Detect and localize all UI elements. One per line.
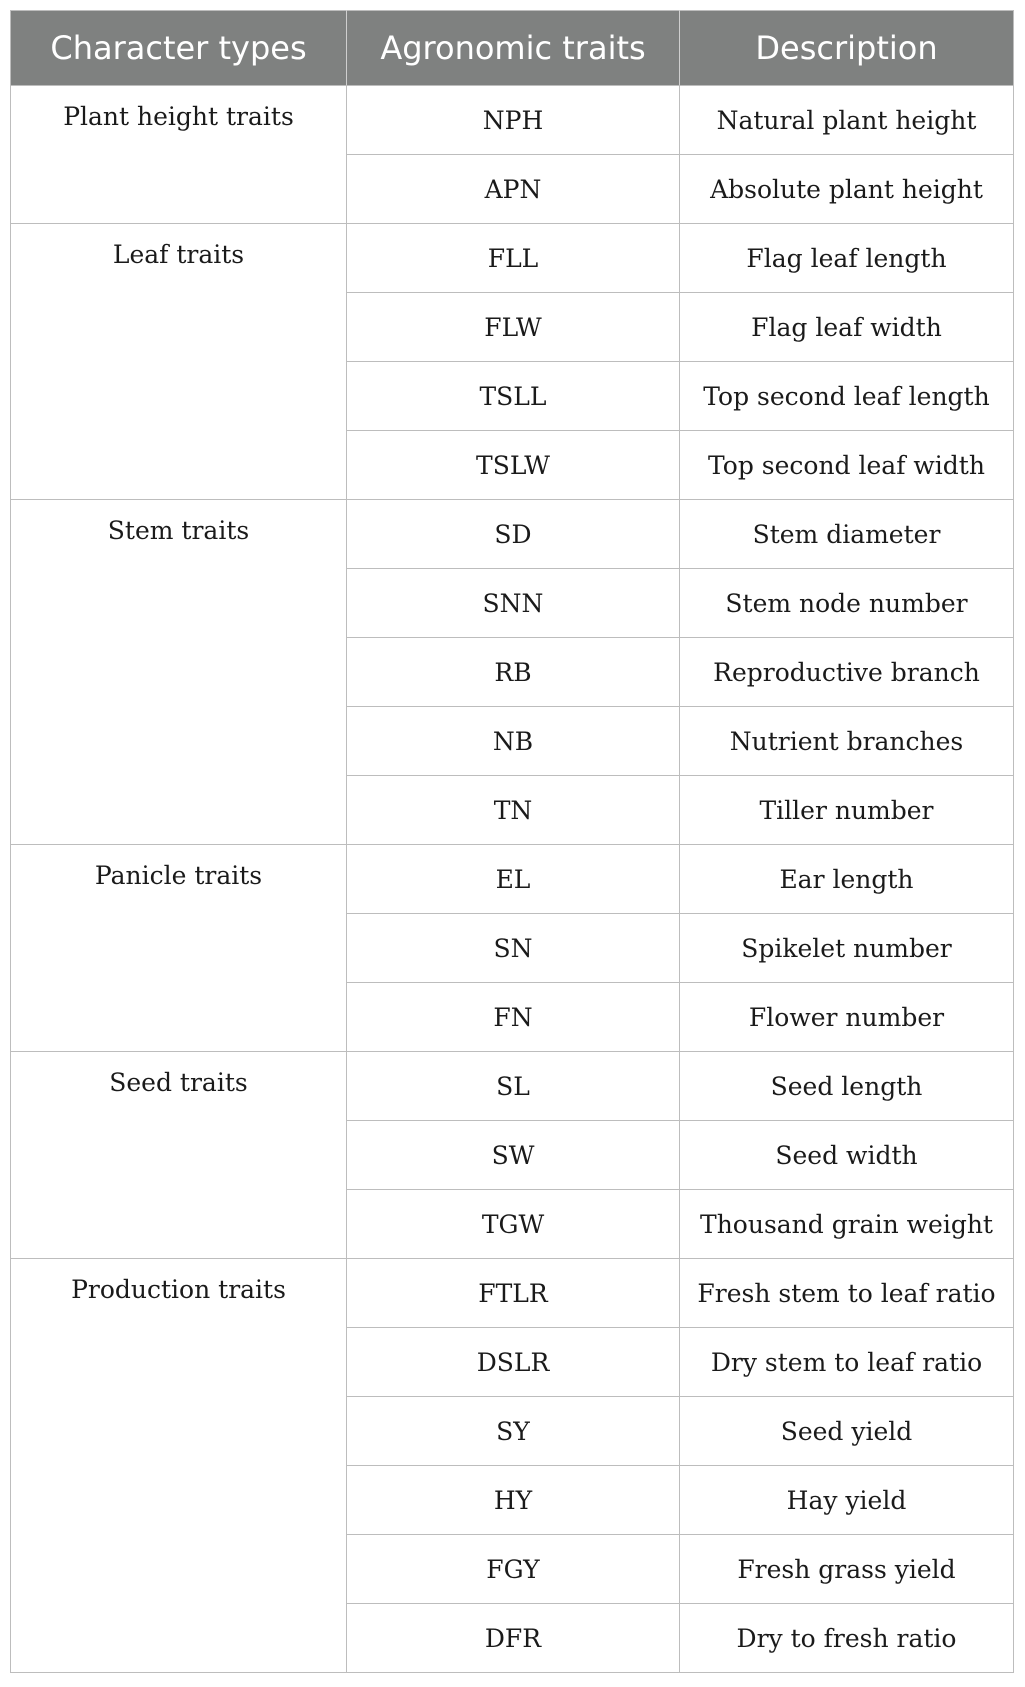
description-cell: Flower number bbox=[680, 983, 1014, 1052]
description-cell: Flag leaf length bbox=[680, 224, 1014, 293]
description-cell: Ear length bbox=[680, 845, 1014, 914]
description-cell: Top second leaf length bbox=[680, 362, 1014, 431]
agronomic-trait-cell: DSLR bbox=[347, 1328, 680, 1397]
character-type-cell: Panicle traits bbox=[11, 845, 347, 1052]
agronomic-trait-cell: RB bbox=[347, 638, 680, 707]
description-cell: Dry stem to leaf ratio bbox=[680, 1328, 1014, 1397]
agronomic-trait-cell: TN bbox=[347, 776, 680, 845]
description-cell: Stem diameter bbox=[680, 500, 1014, 569]
agronomic-trait-cell: SL bbox=[347, 1052, 680, 1121]
header-character-types: Character types bbox=[11, 11, 347, 86]
agronomic-trait-cell: EL bbox=[347, 845, 680, 914]
agronomic-trait-cell: FTLR bbox=[347, 1259, 680, 1328]
traits-table-container bbox=[10, 10, 1013, 1673]
agronomic-trait-cell: TGW bbox=[347, 1190, 680, 1259]
description-cell: Seed yield bbox=[680, 1397, 1014, 1466]
table-body bbox=[11, 86, 1014, 1673]
agronomic-trait-cell: FLW bbox=[347, 293, 680, 362]
agronomic-trait-cell: FN bbox=[347, 983, 680, 1052]
agronomic-trait-cell: SD bbox=[347, 500, 680, 569]
table-row bbox=[11, 500, 1014, 569]
agronomic-trait-cell: SN bbox=[347, 914, 680, 983]
description-cell: Natural plant height bbox=[680, 86, 1014, 155]
agronomic-trait-cell: SNN bbox=[347, 569, 680, 638]
description-cell: Seed width bbox=[680, 1121, 1014, 1190]
character-type-cell: Leaf traits bbox=[11, 224, 347, 500]
table-row bbox=[11, 845, 1014, 914]
table-row bbox=[11, 224, 1014, 293]
character-type-cell: Stem traits bbox=[11, 500, 347, 845]
agronomic-trait-cell: HY bbox=[347, 1466, 680, 1535]
description-cell: Nutrient branches bbox=[680, 707, 1014, 776]
agronomic-trait-cell: DFR bbox=[347, 1604, 680, 1673]
description-cell: Spikelet number bbox=[680, 914, 1014, 983]
description-cell: Hay yield bbox=[680, 1466, 1014, 1535]
table-row bbox=[11, 1052, 1014, 1121]
description-cell: Stem node number bbox=[680, 569, 1014, 638]
agronomic-trait-cell: APN bbox=[347, 155, 680, 224]
character-type-cell: Seed traits bbox=[11, 1052, 347, 1259]
header-row bbox=[11, 11, 1014, 86]
table-row bbox=[11, 86, 1014, 155]
agronomic-trait-cell: SW bbox=[347, 1121, 680, 1190]
agronomic-trait-cell: FLL bbox=[347, 224, 680, 293]
description-cell: Flag leaf width bbox=[680, 293, 1014, 362]
description-cell: Thousand grain weight bbox=[680, 1190, 1014, 1259]
agronomic-trait-cell: FGY bbox=[347, 1535, 680, 1604]
description-cell: Tiller number bbox=[680, 776, 1014, 845]
agronomic-trait-cell: TSLW bbox=[347, 431, 680, 500]
agronomic-trait-cell: SY bbox=[347, 1397, 680, 1466]
agronomic-trait-cell: NB bbox=[347, 707, 680, 776]
traits-table bbox=[10, 10, 1014, 1673]
description-cell: Fresh stem to leaf ratio bbox=[680, 1259, 1014, 1328]
header-agronomic-traits: Agronomic traits bbox=[347, 11, 680, 86]
agronomic-trait-cell: NPH bbox=[347, 86, 680, 155]
description-cell: Fresh grass yield bbox=[680, 1535, 1014, 1604]
description-cell: Absolute plant height bbox=[680, 155, 1014, 224]
description-cell: Seed length bbox=[680, 1052, 1014, 1121]
header-description: Description bbox=[680, 11, 1014, 86]
description-cell: Dry to fresh ratio bbox=[680, 1604, 1014, 1673]
agronomic-trait-cell: TSLL bbox=[347, 362, 680, 431]
description-cell: Reproductive branch bbox=[680, 638, 1014, 707]
table-header bbox=[11, 11, 1014, 86]
description-cell: Top second leaf width bbox=[680, 431, 1014, 500]
character-type-cell: Production traits bbox=[11, 1259, 347, 1673]
table-row bbox=[11, 1259, 1014, 1328]
character-type-cell: Plant height traits bbox=[11, 86, 347, 224]
